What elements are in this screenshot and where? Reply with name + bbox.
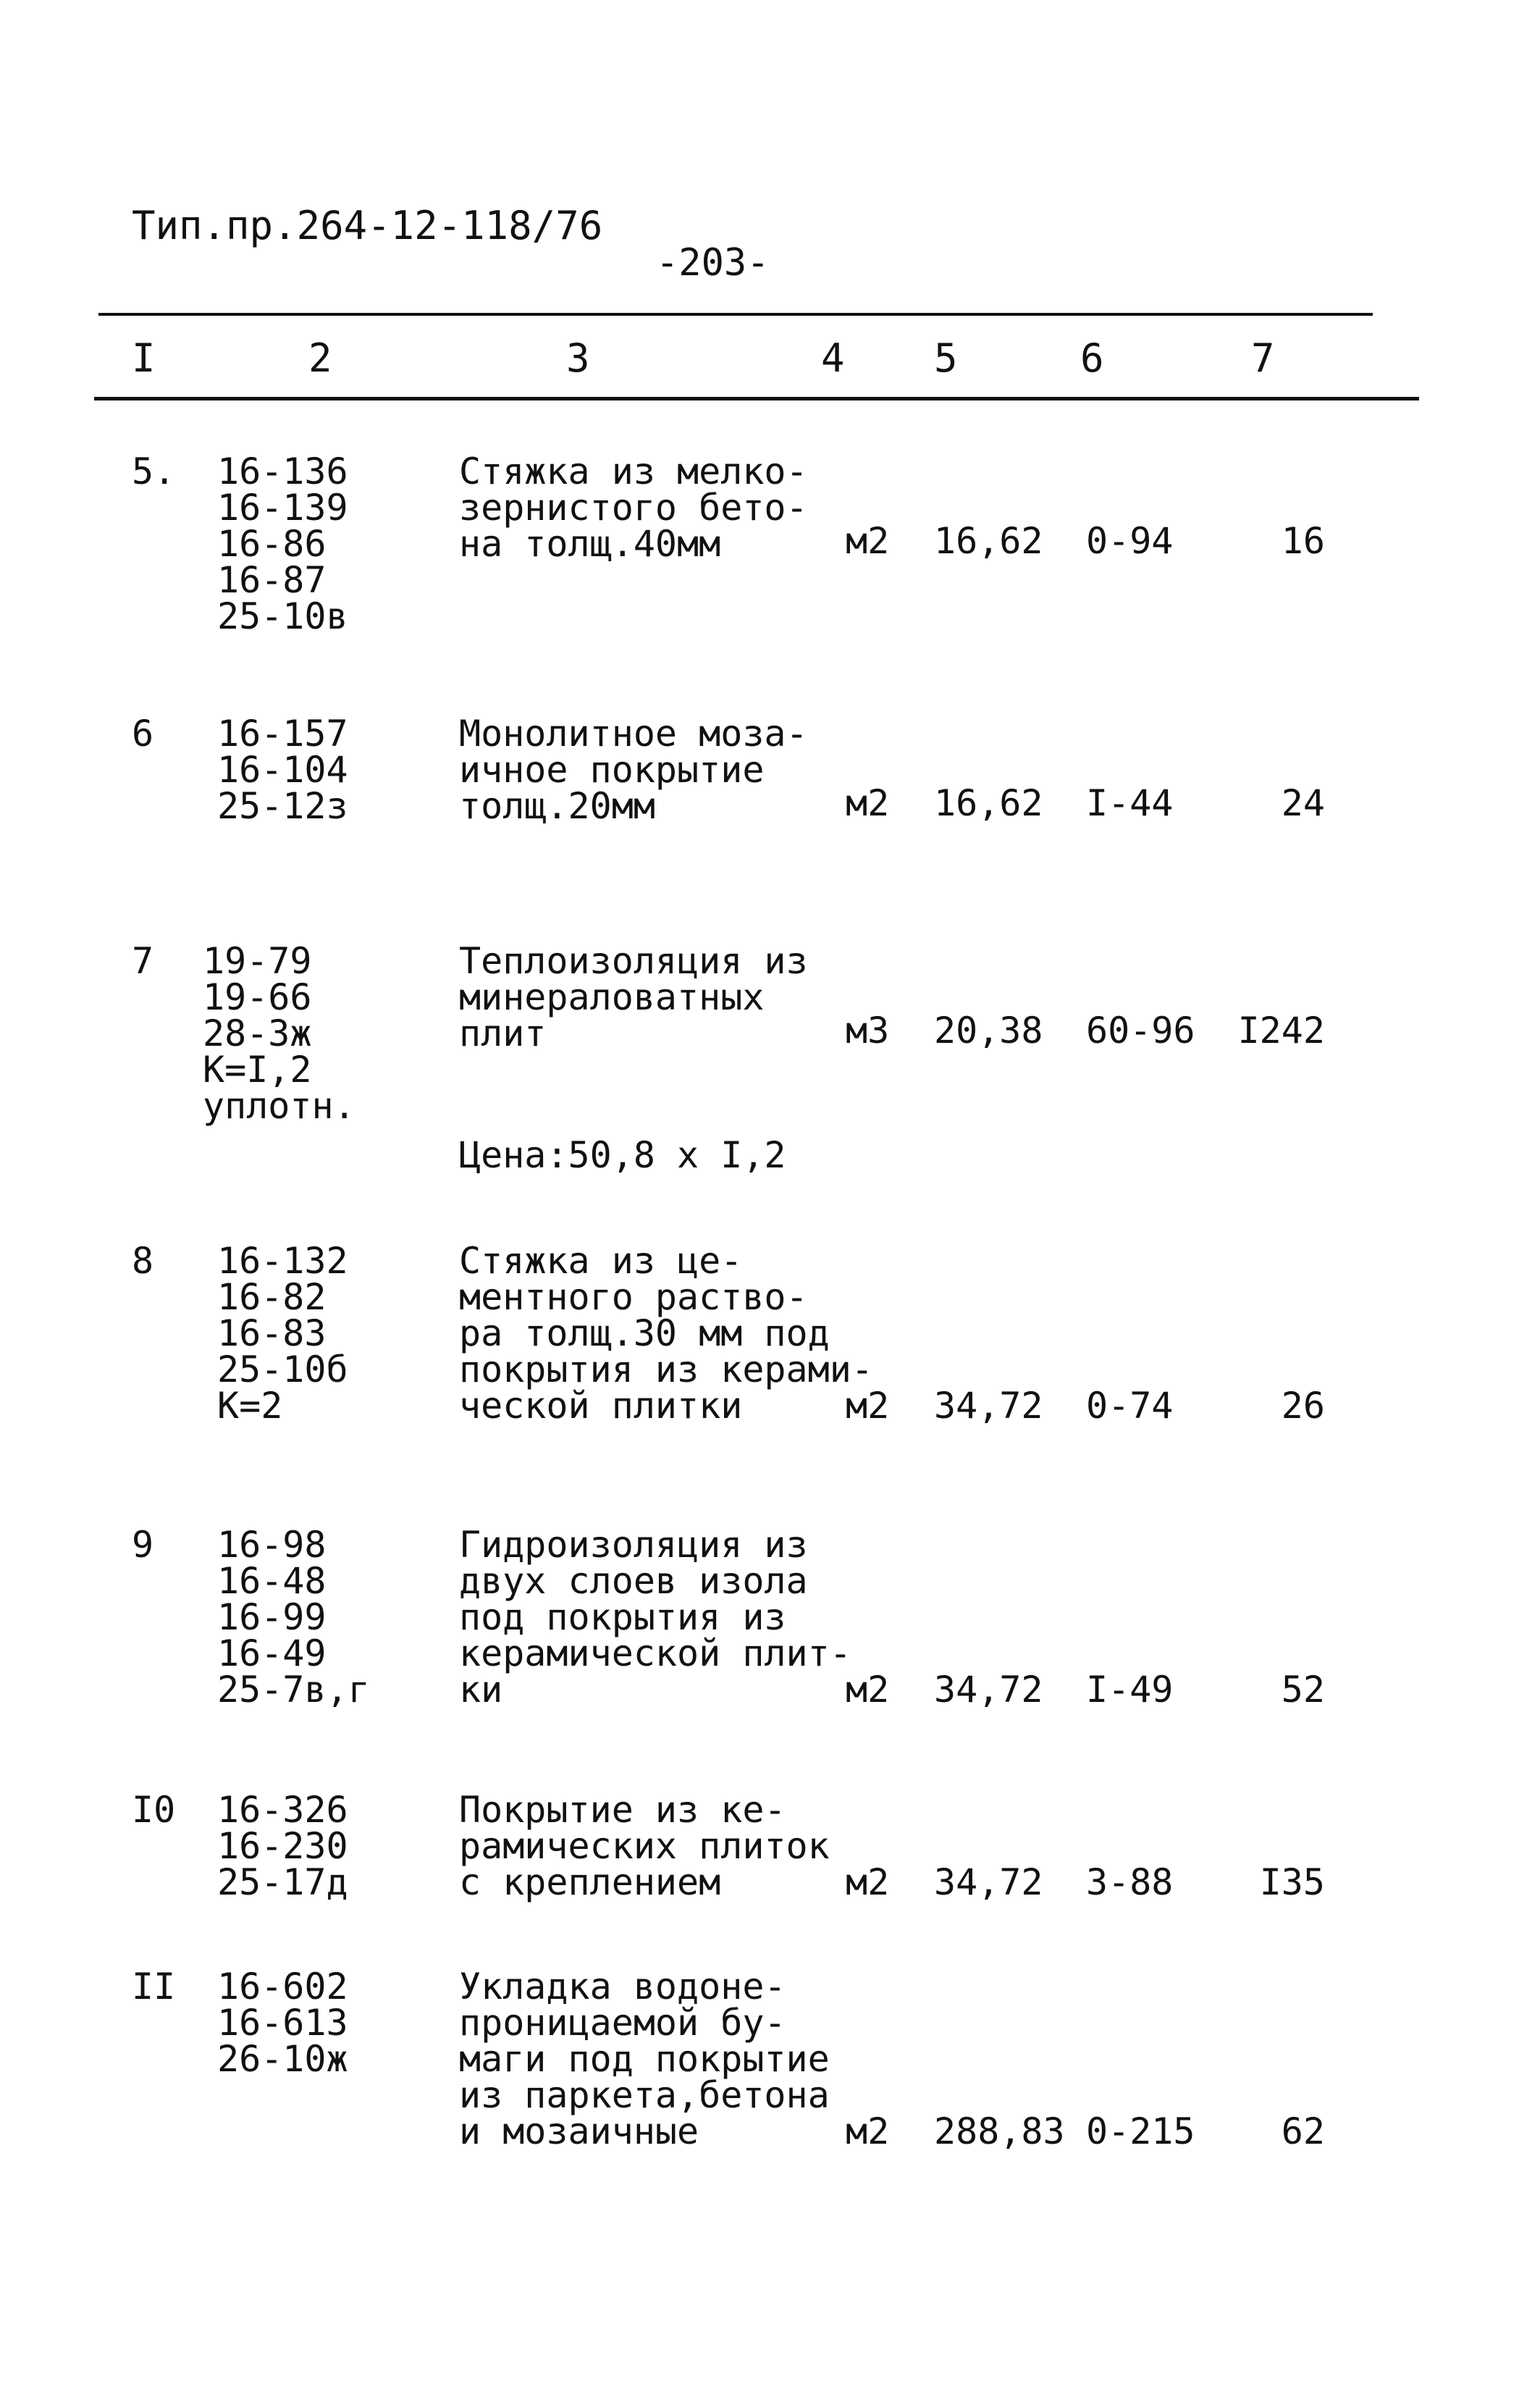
quantity: 34,72 [934,1385,1043,1427]
total-cost: 52 [1281,1669,1325,1711]
work-description: Гидроизоляция из двух слоев изола под покрытия из керамической плит- ки [459,1524,851,1711]
norm-codes: 16-326 16-230 25-17д [217,1789,348,1903]
price-note: Цена:50,8 х I,2 [459,1134,786,1176]
column-header-7: 7 [1251,335,1275,381]
table-header-rule [94,397,1419,400]
work-description: Укладка водоне- проницаемой бу- маги под покрытие из паркета,бетона и мозаичные [459,1966,830,2152]
quantity: 20,38 [934,1010,1043,1052]
unit: м2 [846,2110,890,2152]
total-cost: 16 [1281,520,1325,562]
total-cost: I242 [1237,1010,1325,1052]
unit-price: 0-94 [1086,520,1174,562]
column-header-4: 4 [821,335,845,381]
quantity: 16,62 [934,782,1043,824]
norm-codes: 16-98 16-48 16-99 16-49 25-7в,г [217,1524,370,1711]
norm-codes: 19-79 19-66 28-3ж К=I,2 уплотн. [203,940,355,1127]
unit: м3 [846,1010,890,1052]
column-header-3: 3 [566,335,590,381]
work-description: Монолитное моза- ичное покрытие толщ.20мм [459,713,808,827]
unit-price: 0-74 [1086,1385,1174,1427]
unit: м2 [846,1385,890,1427]
unit: м2 [846,520,890,562]
work-description: Покрытие из ке- рамических плиток с креплением [459,1789,830,1903]
row-number: 7 [132,940,154,982]
row-number: I0 [132,1789,176,1831]
quantity: 16,62 [934,520,1043,562]
total-cost: 62 [1281,2110,1325,2152]
unit-price: 0-215 [1086,2110,1195,2152]
document-reference: Тип.пр.264-12-118/76 [132,203,603,248]
quantity: 34,72 [934,1861,1043,1903]
norm-codes: 16-602 16-613 26-10ж [217,1966,348,2080]
row-number: II [132,1966,176,2008]
row-number: 6 [132,713,154,755]
page-number: -203- [656,241,770,285]
column-header-1: I [132,335,156,381]
norm-codes: 16-157 16-104 25-12з [217,713,348,827]
norm-codes: 16-132 16-82 16-83 25-10б К=2 [217,1240,348,1427]
work-description: Теплоизоляция из минераловатных плит [459,940,808,1054]
unit: м2 [846,1669,890,1711]
work-description: Стяжка из це- ментного раство- ра толщ.30 мм под покрытия из керами- ческой плитки [459,1240,873,1427]
unit-price: I-44 [1086,782,1174,824]
row-number: 8 [132,1240,154,1282]
row-number: 9 [132,1524,154,1566]
column-header-6: 6 [1080,335,1104,381]
quantity: 34,72 [934,1669,1043,1711]
norm-codes: 16-136 16-139 16-86 16-87 25-10в [217,450,348,637]
table-top-rule [98,313,1373,316]
total-cost: I35 [1259,1861,1325,1903]
unit-price: 3-88 [1086,1861,1174,1903]
unit: м2 [846,1861,890,1903]
row-number: 5. [132,450,176,492]
unit-price: 60-96 [1086,1010,1195,1052]
quantity: 288,83 [934,2110,1065,2152]
unit-price: I-49 [1086,1669,1174,1711]
total-cost: 24 [1281,782,1325,824]
work-description: Стяжка из мелко- зернистого бето- на толщ.40мм [459,450,808,565]
column-header-2: 2 [308,335,332,381]
total-cost: 26 [1281,1385,1325,1427]
column-header-5: 5 [934,335,958,381]
unit: м2 [846,782,890,824]
